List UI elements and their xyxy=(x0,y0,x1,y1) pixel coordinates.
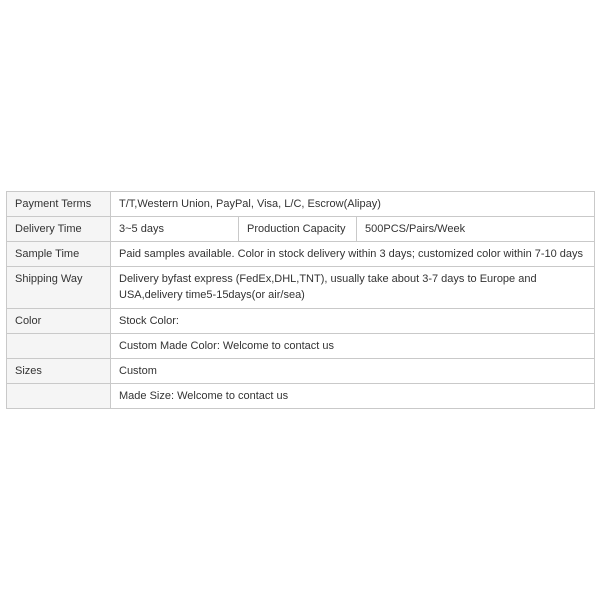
empty-label-cell xyxy=(7,384,111,409)
table-row-custom-color xyxy=(7,334,595,359)
table-row-sample-time xyxy=(7,242,595,267)
shipping-way-value: Delivery byfast express (FedEx,DHL,TNT), usually take about 3-7 days to Europe and USA,delivery time5-15days(or air/sea) xyxy=(111,267,595,309)
custom-color-value: Custom Made Color: Welcome to contact us xyxy=(111,334,595,359)
table-row-payment-terms xyxy=(7,192,595,217)
stock-color-value: Stock Color: xyxy=(111,309,595,334)
sample-time-value: Paid samples available. Color in stock delivery within 3 days; customized color within 7-10 days xyxy=(111,242,595,267)
payment-terms-value: T/T,Western Union, PayPal, Visa, L/C, Escrow(Alipay) xyxy=(111,192,595,217)
table-row-shipping-way xyxy=(7,267,595,309)
sizes-label: Sizes xyxy=(7,359,111,384)
production-capacity-value: 500PCS/Pairs/Week xyxy=(357,217,595,242)
table-row-sizes xyxy=(7,359,595,384)
shipping-way-label: Shipping Way xyxy=(7,267,111,309)
delivery-time-value: 3~5 days xyxy=(111,217,239,242)
table-row-made-size xyxy=(7,384,595,409)
sizes-value: Custom xyxy=(111,359,595,384)
delivery-time-label: Delivery Time xyxy=(7,217,111,242)
production-capacity-label: Production Capacity xyxy=(239,217,357,242)
table-row-color xyxy=(7,309,595,334)
sample-time-label: Sample Time xyxy=(7,242,111,267)
empty-label-cell xyxy=(7,334,111,359)
made-size-value: Made Size: Welcome to contact us xyxy=(111,384,595,409)
color-label: Color xyxy=(7,309,111,334)
payment-terms-label: Payment Terms xyxy=(7,192,111,217)
product-spec-table xyxy=(6,191,595,409)
table-row-delivery-time xyxy=(7,217,595,242)
